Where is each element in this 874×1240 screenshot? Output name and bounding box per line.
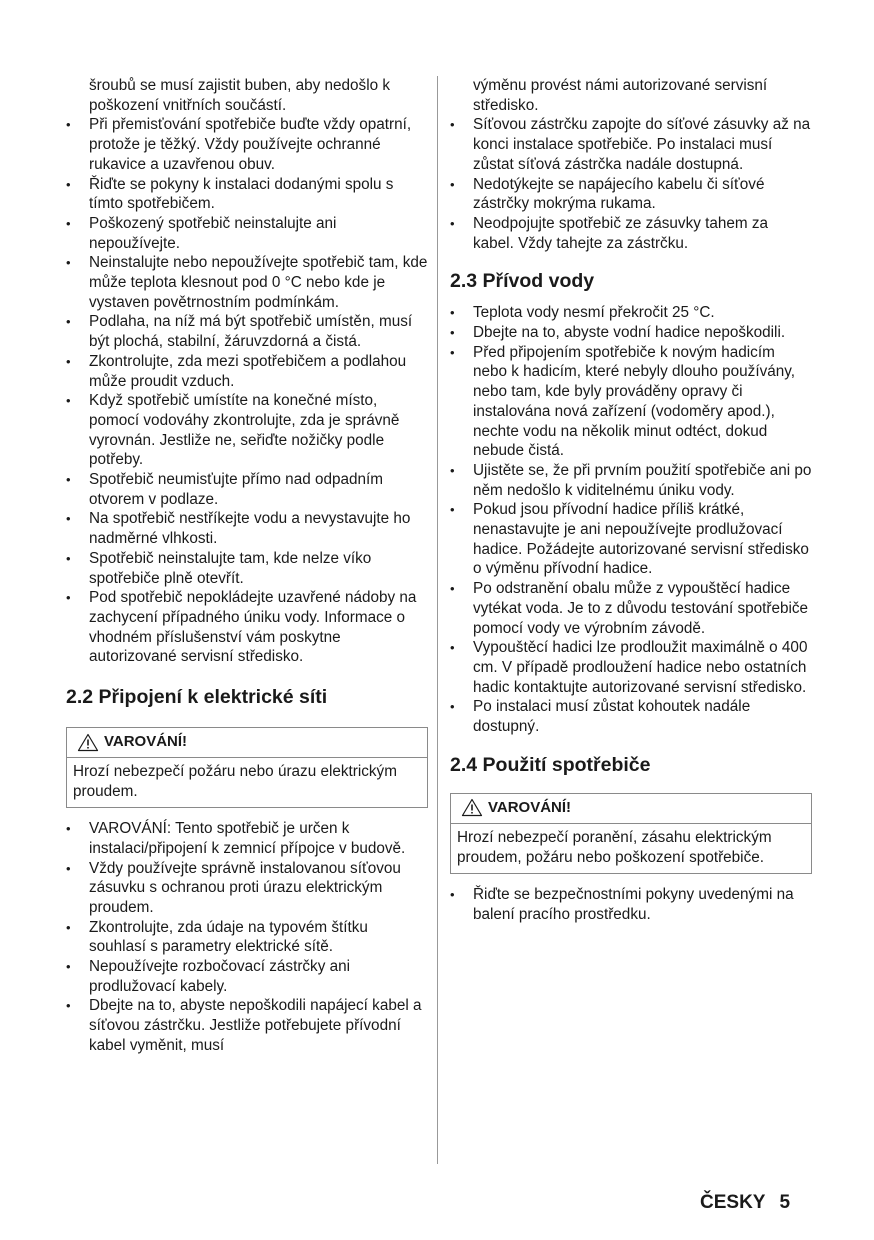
list-item: • Poškozený spotřebič neinstalujte ani nepoužívejte. xyxy=(66,214,428,253)
column-divider xyxy=(437,76,438,1164)
section-heading-usage: 2.4 Použití spotřebiče xyxy=(450,753,651,776)
bullet-list xyxy=(450,76,812,253)
list-item: • Neinstalujte nebo nepoužívejte spotřebič tam, kde může teplota klesnout pod 0 °C nebo kde je vystaven povětrnostním podmínkám. xyxy=(66,253,428,312)
page-number: 5 xyxy=(779,1192,791,1213)
warning-box xyxy=(66,727,428,808)
warning-divider xyxy=(451,823,811,824)
list-item: • Dbejte na to, abyste nepoškodili napájecí kabel a síťovou zástrčku. Jestliže potřebujete přívodní kabel vyměnit, musí xyxy=(66,996,428,1055)
footer-language: ČESKY xyxy=(700,1192,766,1213)
list-item: výměnu provést námi autorizované servisní středisko. xyxy=(473,77,768,114)
section-heading-water: 2.3 Přívod vody xyxy=(450,270,595,293)
list-item: • Na spotřebič nestříkejte vodu a nevystavujte ho nadměrné vlhkosti. xyxy=(66,509,428,548)
list-item: • Zkontrolujte, zda údaje na typovém štítku souhlasí s parametry elektrické sítě. xyxy=(66,918,428,957)
list-item: • Neodpojujte spotřebič ze zásuvky tahem za kabel. Vždy tahejte za zástrčku. xyxy=(450,214,812,253)
bullet-list xyxy=(450,303,812,736)
warning-text: Hrozí nebezpečí požáru nebo úrazu elektrickým proudem. xyxy=(73,763,397,801)
list-item: • Při přemisťování spotřebiče buďte vždy opatrní, protože je těžký. Vždy používejte ochranné rukavice a uzavřenou obuv. xyxy=(66,115,428,174)
section-heading-electrical: 2.2 Připojení k elektrické síti xyxy=(66,686,328,709)
list-item: • Před připojením spotřebiče k novým hadicím nebo k hadicím, které nebyly dlouho používány, nebo tam, kde byly prováděny opravy či instalována nová zařízení (vodoměry apod.), nechte vodu na několik minut odtéct, dokud nebude čistá. xyxy=(450,343,812,461)
list-item: • Pokud jsou přívodní hadice příliš krátké, nenastavujte je ani nepoužívejte prodlužovací hadice. Požádejte autorizované servisní středisko o výměnu přívodní hadice. xyxy=(450,500,812,579)
list-item: • Po odstranění obalu může z vypouštěcí hadice vytékat voda. Je to z důvodu testování spotřebiče pomocí vody ve výrobním závodě. xyxy=(450,579,812,638)
warning-box xyxy=(450,793,812,874)
list-item: • Spotřebič neinstalujte tam, kde nelze víko spotřebiče plně otevřít. xyxy=(66,549,428,588)
bullet-list xyxy=(66,76,428,667)
list-item: • Teplota vody nesmí překročit 25 °C. xyxy=(450,303,812,323)
left-column xyxy=(66,76,428,1056)
warning-header xyxy=(73,732,421,752)
list-item: • Ujistěte se, že při prvním použití spotřebiče ani po něm nedošlo k viditelnému úniku vody. xyxy=(450,461,812,500)
bullet-list xyxy=(66,819,428,1055)
list-item: • Zkontrolujte, zda mezi spotřebičem a podlahou může proudit vzduch. xyxy=(66,352,428,391)
list-item: • Dbejte na to, abyste vodní hadice nepoškodili. xyxy=(450,323,812,343)
bullet-list xyxy=(450,885,812,924)
list-item: • Řiďte se pokyny k instalaci dodanými spolu s tímto spotřebičem. xyxy=(66,175,428,214)
list-item: • Řiďte se bezpečnostními pokyny uvedenými na balení pracího prostředku. xyxy=(450,885,812,924)
list-item: • Síťovou zástrčku zapojte do síťové zásuvky až na konci instalace spotřebiče. Po instalaci musí zůstat síťová zástrčka nadále dostupná. xyxy=(450,115,812,174)
page-footer xyxy=(700,1192,790,1214)
warning-text: Hrozí nebezpečí poranění, zásahu elektrickým proudem, požáru nebo poškození spotřebiče. xyxy=(457,828,772,866)
warning-header xyxy=(457,798,805,818)
list-item: • Nepoužívejte rozbočovací zástrčky ani prodlužovací kabely. xyxy=(66,957,428,996)
warning-triangle-icon xyxy=(77,733,99,752)
list-item: • Vždy používejte správně instalovanou síťovou zásuvku s ochranou proti úrazu elektrickým proudem. xyxy=(66,859,428,918)
list-item: • VAROVÁNÍ: Tento spotřebič je určen k instalaci/připojení k zemnicí přípojce v budově. xyxy=(66,819,428,858)
right-column xyxy=(450,76,812,924)
list-item: • Po instalaci musí zůstat kohoutek nadále dostupný. xyxy=(450,697,812,736)
list-item: • Vypouštěcí hadici lze prodloužit maximálně o 400 cm. V případě prodloužení hadice nebo ostatních hadic kontaktujte autorizované servisní středisko. xyxy=(450,638,812,697)
warning-divider xyxy=(67,757,427,758)
warning-title: VAROVÁNÍ! xyxy=(488,798,572,816)
list-item: • Pod spotřebič nepokládejte uzavřené nádoby na zachycení případného úniku vody. Informace o vhodném příslušenství vám poskytne autorizované servisní středisko. xyxy=(66,588,428,667)
list-item: • Spotřebič neumisťujte přímo nad odpadním otvorem v podlaze. xyxy=(66,470,428,509)
warning-title: VAROVÁNÍ! xyxy=(104,733,188,751)
list-item: • Podlaha, na níž má být spotřebič umístěn, musí být plochá, stabilní, žáruvzdorná a čistá. xyxy=(66,312,428,351)
warning-triangle-icon xyxy=(461,798,483,817)
list-item: • Nedotýkejte se napájecího kabelu či síťové zástrčky mokrýma rukama. xyxy=(450,175,812,214)
list-item: šroubů se musí zajistit buben, aby nedošlo k poškození vnitřních součástí. xyxy=(89,77,391,114)
list-item: • Když spotřebič umístíte na konečné místo, pomocí vodováhy zkontrolujte, zda je správně vyrovnán. Jestliže ne, seřiďte nožičky podle potřeby. xyxy=(66,391,428,470)
